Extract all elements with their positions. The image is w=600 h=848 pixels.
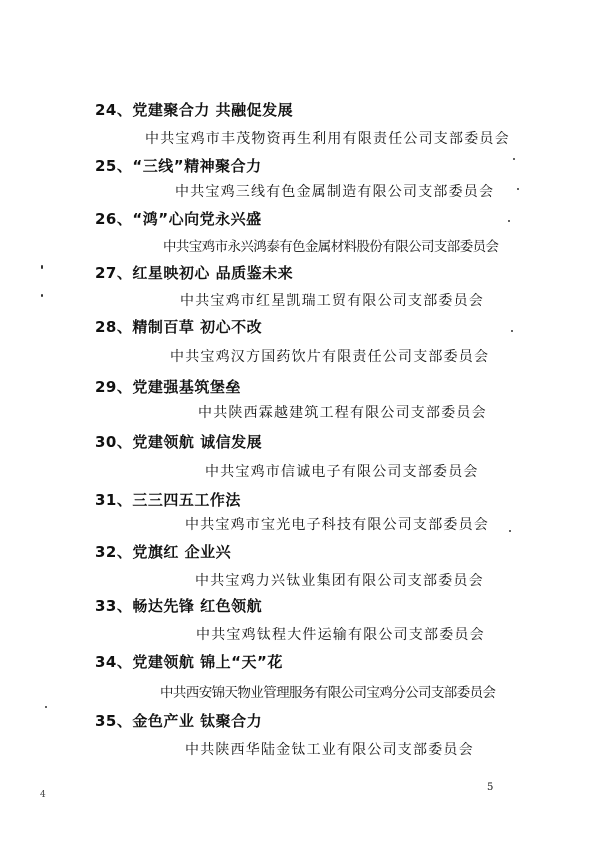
- scan-speck: [41, 265, 43, 269]
- entry-org: 中共宝鸡钛程大件运输有限公司支部委员会: [196, 627, 485, 643]
- entry-title: 28、精制百草 初心不改: [95, 318, 263, 336]
- margin-mark: 4: [40, 790, 46, 800]
- entry-title: 25、“三线”精神聚合力: [95, 157, 262, 175]
- entry-title: 32、党旗红 企业兴: [95, 543, 232, 561]
- page-number: 5: [487, 782, 494, 793]
- entry-org: 中共陕西霖越建筑工程有限公司支部委员会: [198, 405, 487, 421]
- entry-org: 中共宝鸡市丰茂物资再生利用有限责任公司支部委员会: [145, 131, 510, 147]
- entry-title: 33、畅达先锋 红色领航: [95, 597, 263, 615]
- entry-org: 中共宝鸡市信诚电子有限公司支部委员会: [205, 464, 479, 480]
- entry-org: 中共宝鸡力兴钛业集团有限公司支部委员会: [195, 573, 484, 589]
- entry-title: 27、红星映初心 品质鉴未来: [95, 264, 294, 282]
- scan-speck: [509, 530, 511, 532]
- scan-speck: [511, 330, 513, 332]
- entry-title: 24、党建聚合力 共融促发展: [95, 101, 294, 119]
- entry-title: 26、“鸿”心向党永兴盛: [95, 210, 262, 228]
- scan-speck: [513, 158, 515, 160]
- entry-org: 中共宝鸡市红星凯瑞工贸有限公司支部委员会: [180, 293, 484, 309]
- entry-org: 中共宝鸡市永兴鸿泰有色金属材料股份有限公司支部委员会: [163, 239, 499, 255]
- scan-speck: [508, 220, 510, 222]
- entry-title: 35、金色产业 钛聚合力: [95, 712, 263, 730]
- entry-title: 31、三三四五工作法: [95, 491, 241, 509]
- scan-speck: [517, 188, 519, 190]
- entry-org: 中共宝鸡三线有色金属制造有限公司支部委员会: [175, 184, 495, 200]
- entry-org: 中共宝鸡汉方国药饮片有限责任公司支部委员会: [170, 349, 490, 365]
- entry-org: 中共宝鸡市宝光电子科技有限公司支部委员会: [185, 517, 489, 533]
- entry-org: 中共陕西华陆金钛工业有限公司支部委员会: [185, 742, 474, 758]
- scan-speck: [45, 706, 47, 708]
- entry-title: 29、党建强基筑堡垒: [95, 378, 241, 396]
- scan-speck: [41, 294, 43, 297]
- entry-title: 30、党建领航 诚信发展: [95, 433, 263, 451]
- entry-org: 中共西安锦天物业管理服务有限公司宝鸡分公司支部委员会: [160, 685, 496, 701]
- entry-title: 34、党建领航 锦上“天”花: [95, 653, 283, 671]
